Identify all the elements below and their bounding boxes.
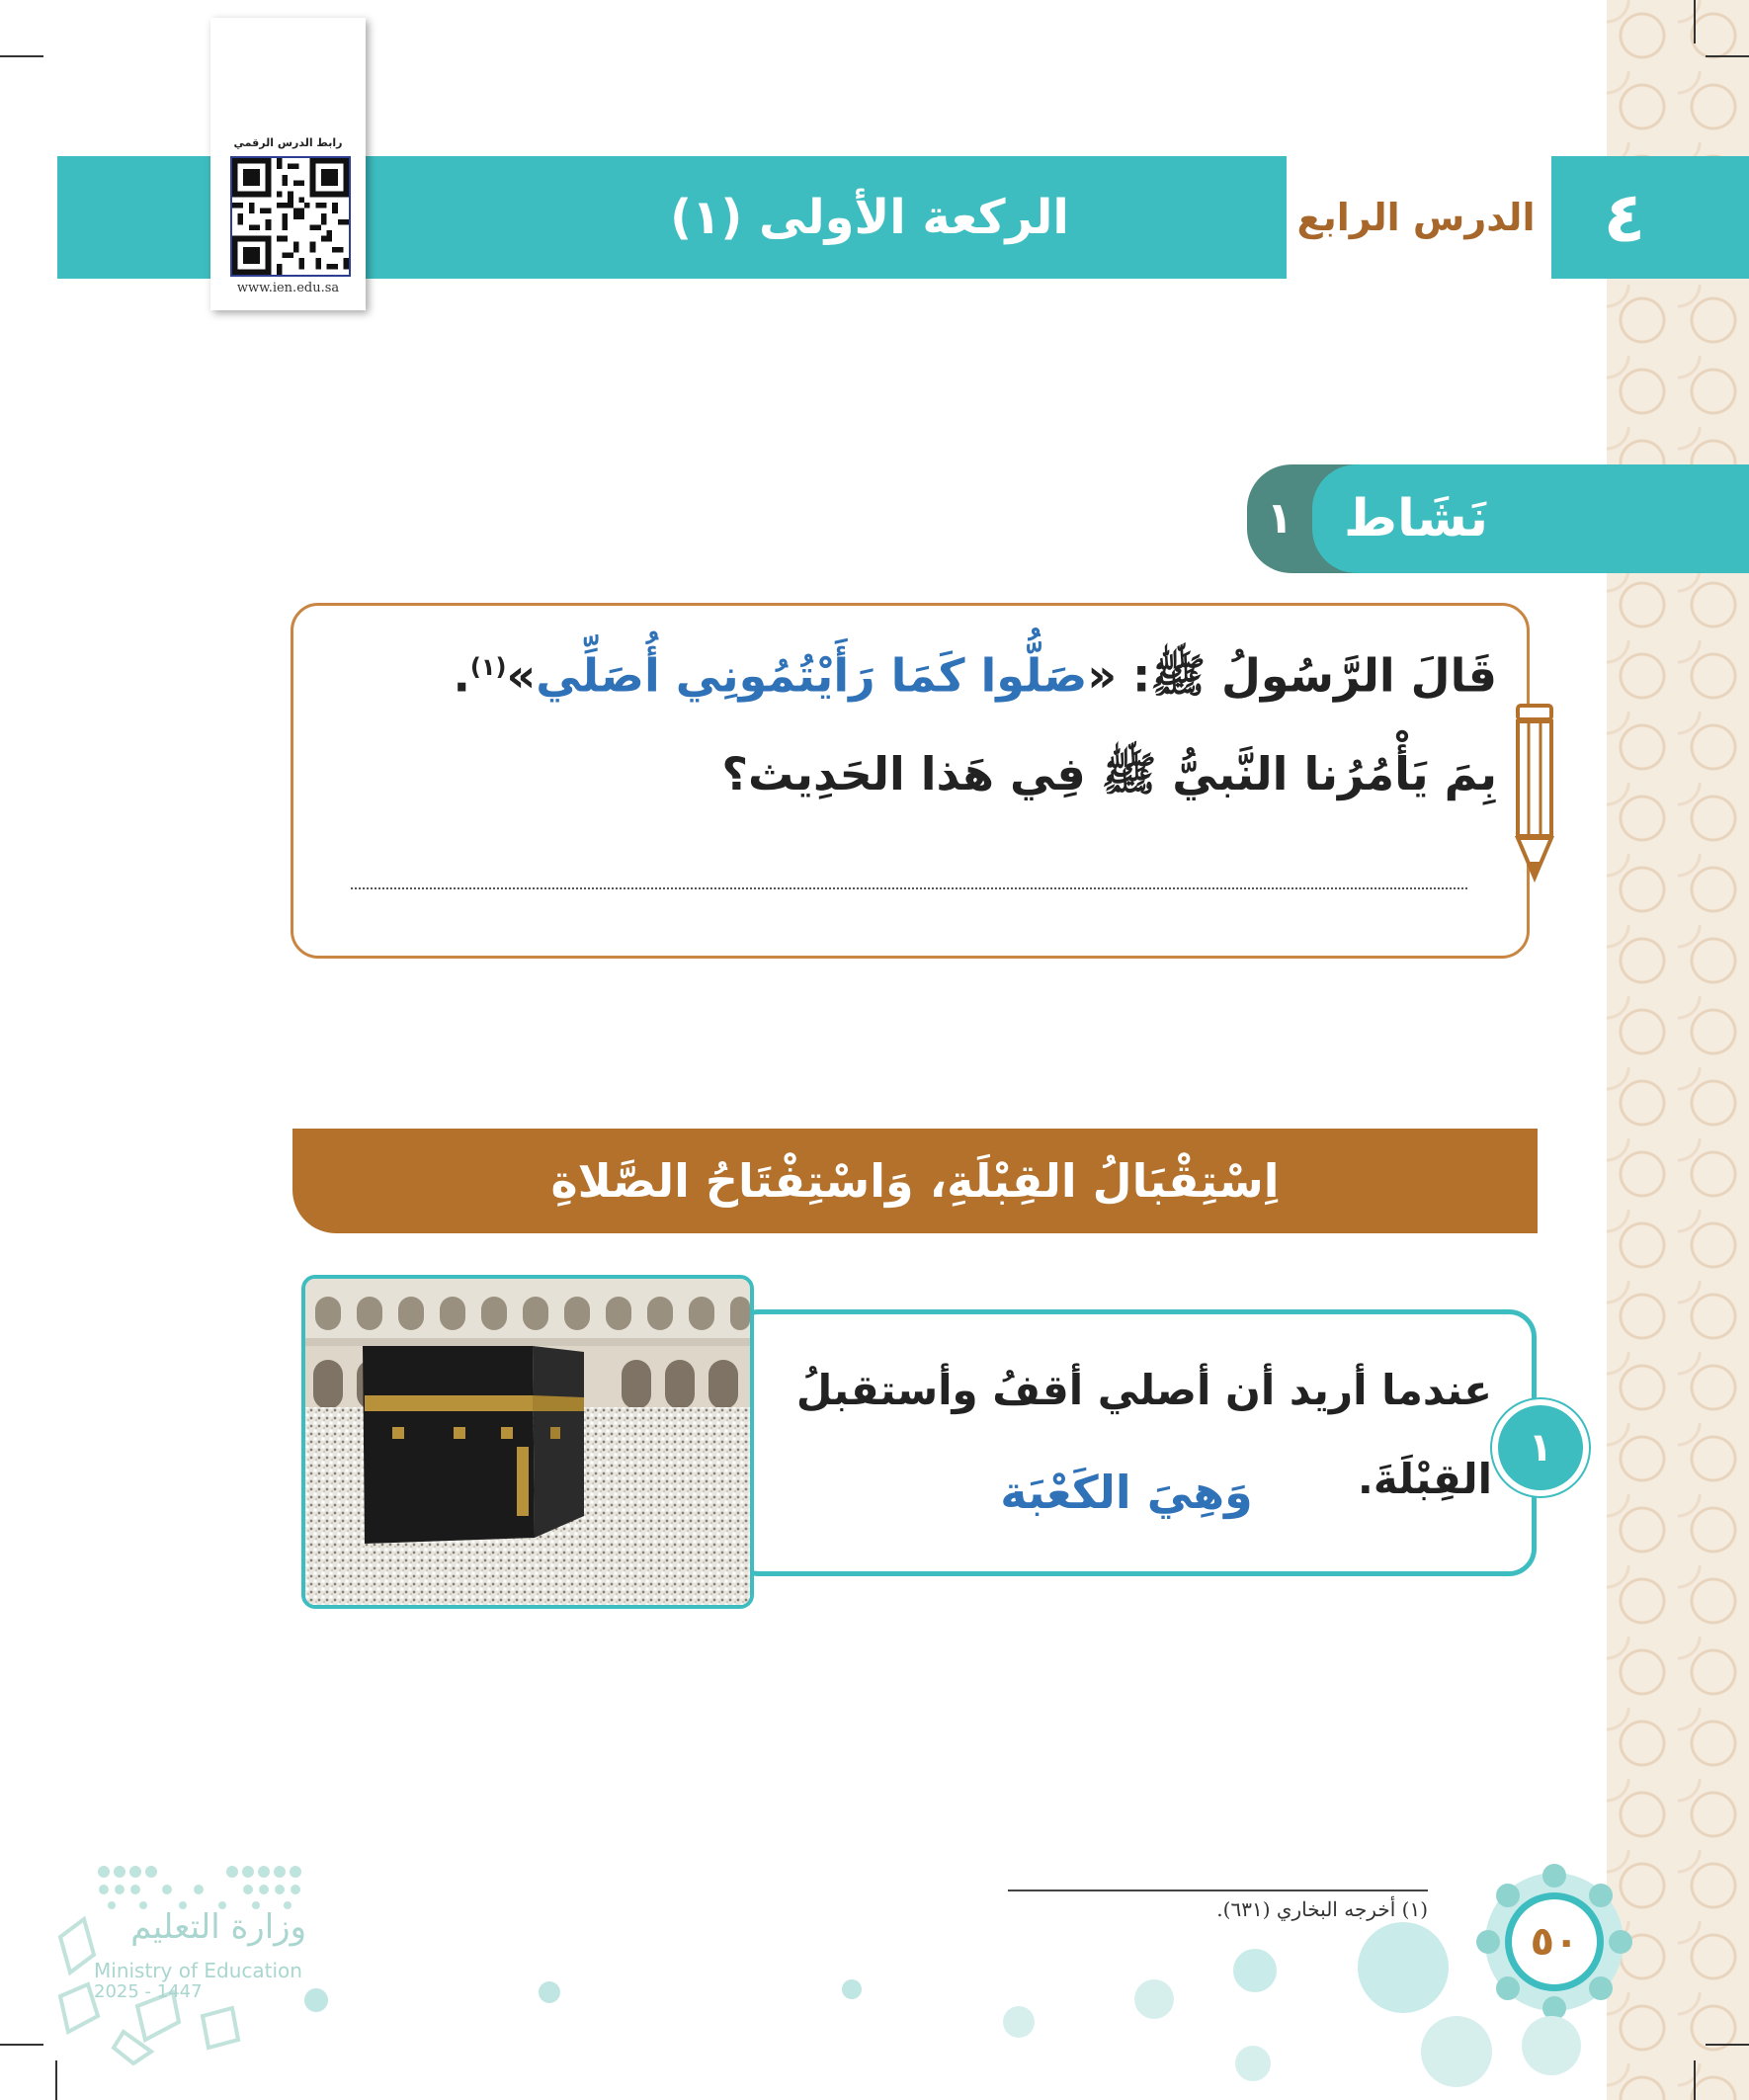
decorative-rosette-icon <box>1134 1979 1174 2019</box>
footnote-rule <box>1008 1890 1428 1891</box>
ministry-name-en: Ministry of Education <box>94 1959 302 1982</box>
qr-code-icon[interactable] <box>230 156 351 277</box>
decorative-pattern-strip <box>1607 0 1749 2100</box>
crop-mark <box>1694 2060 1696 2100</box>
crop-mark <box>1706 55 1749 57</box>
decorative-rosette-icon <box>1421 2016 1492 2087</box>
hadith-line <box>316 623 1497 712</box>
decorative-rosette-icon <box>1358 1922 1449 2013</box>
hadith-outro: » <box>506 648 537 703</box>
footnote-reference: (١) <box>469 653 507 681</box>
decorative-rosette-icon <box>1003 2006 1035 2038</box>
pencil-icon <box>1512 698 1557 885</box>
section-title: اِسْتِقْبَالُ القِبْلَةِ، وَاسْتِفْتَاحُ الصَّلاةِ <box>550 1154 1280 1208</box>
decorative-rosette-icon <box>842 1979 862 1999</box>
footnote: (١) أخرجه البخاري (٦٣١). <box>1216 1897 1428 1921</box>
hadith-end: . <box>453 648 470 703</box>
crop-mark <box>1694 0 1696 43</box>
ministry-name-ar: وزارة التعليم <box>130 1907 306 1947</box>
hadith-question: بِمَ يَأْمُرُنا النَّبيُّ ﷺ فِي هَذا الحَدِيث؟ <box>721 747 1497 800</box>
activity-label: نَشَاط <box>1344 489 1488 548</box>
step-text: عندما أريد أن أصلي أقفُ وأستقبلُ القِبْلَةَ. <box>795 1366 1492 1503</box>
ministry-year: 2025 - 1447 <box>94 1981 203 2002</box>
lesson-title: الركعة الأولى (١) <box>670 190 1069 245</box>
answer-dotted-line[interactable] <box>351 887 1467 889</box>
lesson-number: ٤ <box>1603 177 1646 258</box>
crop-mark <box>55 2060 57 2100</box>
decorative-rosette-icon <box>539 1981 560 2003</box>
crop-mark <box>0 55 43 57</box>
decorative-rosette-icon <box>1235 2046 1271 2081</box>
qr-caption: رابط الدرس الرقمي <box>233 136 343 149</box>
step-number: ١ <box>1492 1399 1589 1496</box>
decorative-rosette-icon <box>1233 1949 1277 1992</box>
qr-url[interactable]: www.ien.edu.sa <box>236 281 340 295</box>
lesson-label: الدرس الرابع <box>1296 196 1536 239</box>
step-highlight: وَهِيَ الكَعْبَة <box>1000 1466 1253 1519</box>
page-number: ٥٠ <box>1512 1899 1597 1984</box>
kaaba-photo <box>301 1275 754 1609</box>
hadith-intro: قَالَ الرَّسُولُ ﷺ: « <box>1087 648 1497 703</box>
crop-mark <box>0 2044 43 2046</box>
activity-number: ١ <box>1266 493 1293 544</box>
crop-mark <box>1706 2044 1749 2046</box>
hadith-quote: صَلُّوا كَمَا رَأَيْتُمُونِي أُصَلِّي <box>536 648 1088 703</box>
decorative-rosette-icon <box>1522 2016 1581 2075</box>
